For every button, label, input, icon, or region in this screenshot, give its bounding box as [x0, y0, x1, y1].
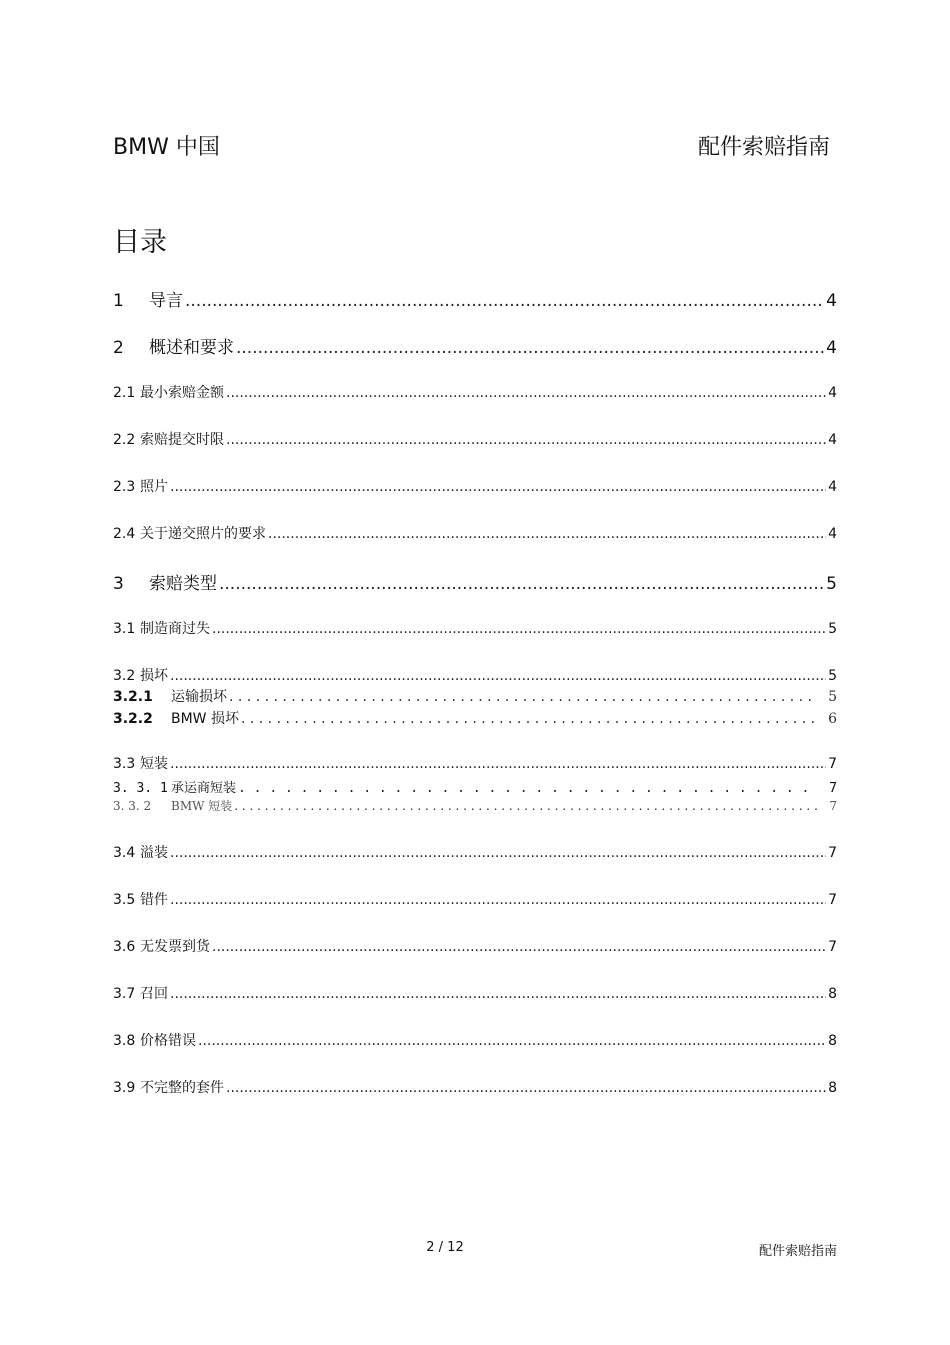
toc-entry-label: 承运商短装 — [171, 781, 237, 796]
toc-entry-label: 索赔类型 — [149, 574, 217, 594]
dot-leader — [212, 939, 826, 955]
toc-entry-page: 7 — [828, 939, 837, 955]
toc-entry-label: 导言 — [149, 291, 183, 311]
toc-entry-number: 3.6 — [113, 939, 136, 955]
toc-entry-number: 3.4 — [113, 845, 136, 861]
toc-entry-number: 3.8 — [113, 1033, 136, 1049]
dot-leader — [185, 291, 824, 311]
toc-entry-3-8[interactable] — [113, 1030, 837, 1050]
toc-entry-3-3[interactable] — [113, 753, 837, 773]
toc-entry-page: 5 — [826, 574, 837, 594]
toc-entry-number: 3. 3. 1 — [113, 781, 168, 796]
toc-entry-label: 不完整的套件 — [140, 1080, 224, 1096]
toc-entry-number: 2.3 — [113, 479, 136, 495]
dot-leader — [229, 689, 817, 705]
toc-entry-number: 2.1 — [113, 385, 136, 401]
toc-entry-label: 关于递交照片的要求 — [140, 526, 266, 542]
dot-leader — [170, 892, 826, 908]
toc-entry-page: 5 — [828, 689, 837, 705]
toc-entry-2[interactable] — [113, 333, 837, 358]
toc-entry-label: BMW 损坏 — [171, 711, 239, 727]
toc-entry-3-1[interactable] — [113, 618, 837, 638]
toc-entry-label: 无发票到货 — [140, 939, 210, 955]
toc-entry-page: 5 — [828, 621, 837, 637]
toc-entry-label: 索赔提交时限 — [140, 432, 224, 448]
toc-entry-label: 短装 — [140, 756, 168, 772]
toc-entry-3-2-1[interactable] — [113, 686, 837, 706]
dot-leader — [170, 986, 826, 1002]
dot-leader — [268, 526, 826, 542]
dot-leader — [236, 338, 824, 358]
toc-entry-number: 3.9 — [113, 1080, 136, 1096]
toc-entry-number: 3 — [113, 574, 124, 594]
toc-entry-number: 3.2 — [113, 668, 136, 684]
toc-entry-page: 4 — [828, 526, 837, 542]
toc-entry-number: 2.4 — [113, 526, 136, 542]
toc-entry-3-4[interactable] — [113, 842, 837, 862]
toc-entry-2-4[interactable] — [113, 523, 837, 543]
toc-entry-page: 4 — [828, 432, 837, 448]
dot-leader — [238, 781, 817, 796]
dot-leader — [241, 711, 817, 727]
toc-entry-2-1[interactable] — [113, 382, 837, 402]
toc-entry-3[interactable] — [113, 569, 837, 594]
toc-entry-page: 6 — [828, 711, 837, 727]
toc-entry-label: 照片 — [140, 479, 168, 495]
toc-entry-number: 3. 3. 2 — [113, 799, 152, 813]
toc-entry-3-3-2[interactable] — [113, 797, 837, 814]
dot-leader — [226, 385, 826, 401]
toc-entry-label: 溢装 — [140, 845, 168, 861]
toc-entry-3-6[interactable] — [113, 936, 837, 956]
toc-entry-page: 5 — [828, 668, 837, 684]
toc-entry-page: 7 — [828, 756, 837, 772]
dot-leader — [212, 621, 826, 637]
toc-entry-label: 损坏 — [140, 668, 168, 684]
toc-entry-number: 3.2.1 — [113, 689, 153, 705]
toc-entry-number: 3.1 — [113, 621, 136, 637]
toc-entry-3-2[interactable] — [113, 665, 837, 685]
toc-entry-number: 2 — [113, 338, 124, 358]
toc-entry-number: 3.3 — [113, 756, 136, 772]
toc-entry-label: 制造商过失 — [140, 621, 210, 637]
toc-entry-page: 4 — [826, 291, 837, 311]
toc-entry-label: 价格错误 — [140, 1033, 196, 1049]
toc-entry-label: 概述和要求 — [149, 338, 234, 358]
toc-entry-label: 召回 — [140, 986, 168, 1002]
toc-entry-page: 8 — [828, 986, 837, 1002]
dot-leader — [170, 756, 826, 772]
toc-entry-page: 4 — [828, 479, 837, 495]
toc-entry-page: 4 — [826, 338, 837, 358]
toc-entry-3-3-1[interactable] — [113, 777, 837, 796]
toc-entry-label: 错件 — [140, 892, 168, 908]
toc-entry-1[interactable] — [113, 286, 837, 311]
dot-leader — [234, 799, 817, 813]
toc-entry-number: 2.2 — [113, 432, 136, 448]
footer-document-title: 配件索赔指南 — [758, 1244, 837, 1259]
toc-entry-3-2-2[interactable] — [113, 708, 837, 728]
toc-entry-number: 1 — [113, 291, 124, 311]
dot-leader — [219, 574, 824, 594]
toc-entry-label: BMW 短装 — [171, 799, 233, 813]
toc-entry-number: 3.2.2 — [113, 711, 153, 727]
toc-entry-page: 8 — [828, 1033, 837, 1049]
toc-entry-page: 7 — [828, 892, 837, 908]
toc-entry-2-2[interactable] — [113, 429, 837, 449]
page-number: 2 / 12 — [426, 1240, 464, 1255]
toc-heading: 目录 — [113, 227, 167, 258]
toc-entry-3-9[interactable] — [113, 1077, 837, 1097]
dot-leader — [170, 668, 826, 684]
dot-leader — [198, 1033, 826, 1049]
dot-leader — [226, 1080, 826, 1096]
toc-entry-page: 7 — [828, 845, 837, 861]
toc-entry-page: 7 — [829, 781, 837, 796]
dot-leader — [170, 845, 826, 861]
toc-entry-number: 3.7 — [113, 986, 136, 1002]
dot-leader — [170, 479, 826, 495]
toc-entry-page: 4 — [828, 385, 837, 401]
toc-entry-page: 8 — [828, 1080, 837, 1096]
toc-entry-label: 运输损坏 — [171, 689, 227, 705]
toc-entry-label: 最小索赔金额 — [140, 385, 224, 401]
header-document-title: 配件索赔指南 — [697, 135, 830, 160]
toc-entry-3-5[interactable] — [113, 889, 837, 909]
dot-leader — [226, 432, 826, 448]
toc-entry-2-3[interactable] — [113, 476, 837, 496]
header-company: BMW 中国 — [113, 135, 220, 160]
toc-entry-3-7[interactable] — [113, 983, 837, 1003]
toc-entry-page: 7 — [829, 799, 837, 813]
toc-entry-number: 3.5 — [113, 892, 136, 908]
